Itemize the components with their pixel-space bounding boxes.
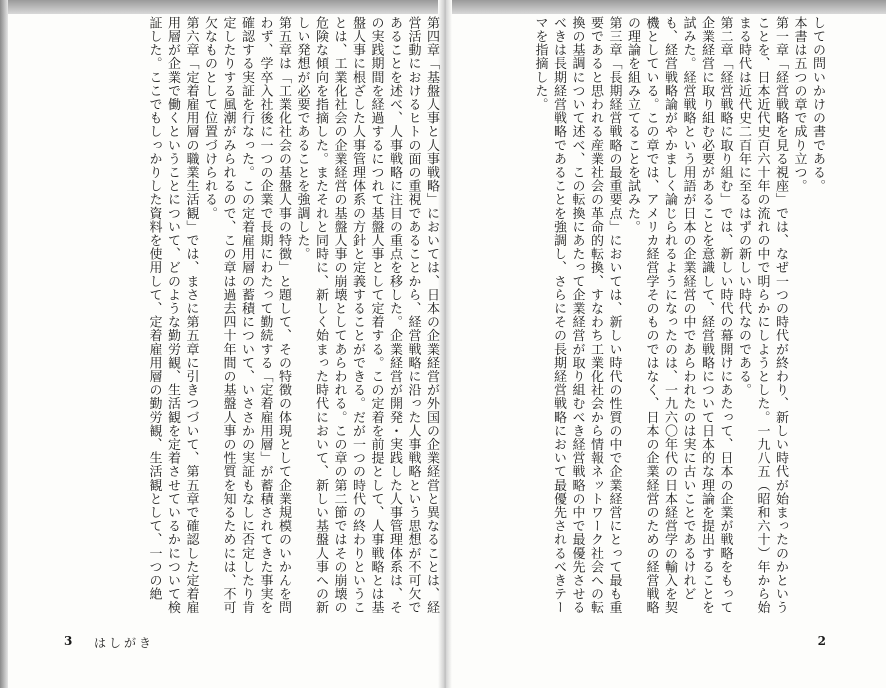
paragraph: 第一章「経営戦略を見る視座」では、なぜ一つの時代が終わり、新しい時代が始まったのかということを、日本近代史百六十年の流れの中で明らかにしようとした。一九八五（昭和六十）年から始まる時代は近代史二百年に至るはずの新しい時代なのである。 xyxy=(736,16,788,615)
running-head: はしがき xyxy=(94,636,155,650)
paragraph: しての問いかけの書である。 xyxy=(810,16,825,193)
paragraph: 第二章「経営戦略に取り組む」では、新しい時代の幕開けにあたって、日本の企業が戦略をもって企業経営に取り組む必要があることを意識して、経営戦略について日本的な理論を提出することを試みた。経営戦略という用語が日本の企業経営の中であらわれたのは実に古いことであるけれども、経営戦略論がやかましく論じられるようになったのは、一九六〇年代の日本経営学の輸入を契機としている。この章では、アメリカ経営学そのものではなく、日本の企業経営のための経営戦略の理論を組み立てることを試みた。 xyxy=(625,16,733,615)
paragraph: 第四章「基盤人事と人事戦略」においては、日本の企業経営が外国の企業経営と異なることは、経営活動におけるヒトの面の重視であることから、経営戦略に沿った人事戦略という思想が不可欠であることを述べ、人事戦略に注目の重点を移した。企業経営が開発・実践した人事管理体系は、その実践期間を経過するにつれて基盤人事として定着する。この定着を前提として、人事戦略とは基盤人事に根ざした人事管理体系の方針と定義することができる。だが一つの時代の終わりということは、工業化社会の企業経営の基盤人事の崩壊としてあらわれる。この章の第二節ではその崩壊の危険な傾向を指摘した。またそれと同時に、新しく始まった時代において、新しい基盤人事への新しい発想が必要であることを強調した。 xyxy=(294,16,439,615)
paragraph: 本書は五つの章で成り立つ。 xyxy=(791,16,807,193)
right-page-text xyxy=(446,16,826,621)
page-number-right: 2 xyxy=(817,634,826,648)
paragraph: 第五章は「工業化社会の基盤人事の特徴」と題して、その特徴の体現として企業規模のいかんを問わず、学卒入社後に一つの企業で長期にわたって勤続する「定着雇用層」が蓄積されてきた事実を確認する実証を行なった。この定着雇用層の蓄積について、いささかの実証もなしに否定したり肯定したりする風潮がみられるので、この章は過去四十年間の基盤人事の性質を知るためには、不可欠なものとして位置づけられる。 xyxy=(202,16,291,615)
scan-left-edge xyxy=(0,0,8,688)
left-page-text xyxy=(60,16,440,621)
paragraph: 第六章「定着雇用層の職業生活観」では、まさに第五章に引きつづいて、第五章で確認した定着雇用層が企業で働くということについて、どのような勤労観、生活観を定着させているかについて検証した。ここでもしっかりした資料を使用して、定着雇用層の勤労観、生活観として、一つの絶 xyxy=(146,16,199,615)
paragraph: 第三章「長期経営戦略の最重要点」においては、新しい時代の性質の中で企業経営にとって最も重要であると思われる産業社会の革命的転換、すなわち工業化社会から情報ネットワーク社会への転換の基調について述べ、この転換にあたって企業経営が取り組むべき経営戦略の中で最優先させるべきは長期経営戦略であることを強調し、さらにその長期経営戦略において最優先されるべきテーマを指摘した。 xyxy=(532,16,622,615)
page-number-left: 3 xyxy=(64,634,73,648)
